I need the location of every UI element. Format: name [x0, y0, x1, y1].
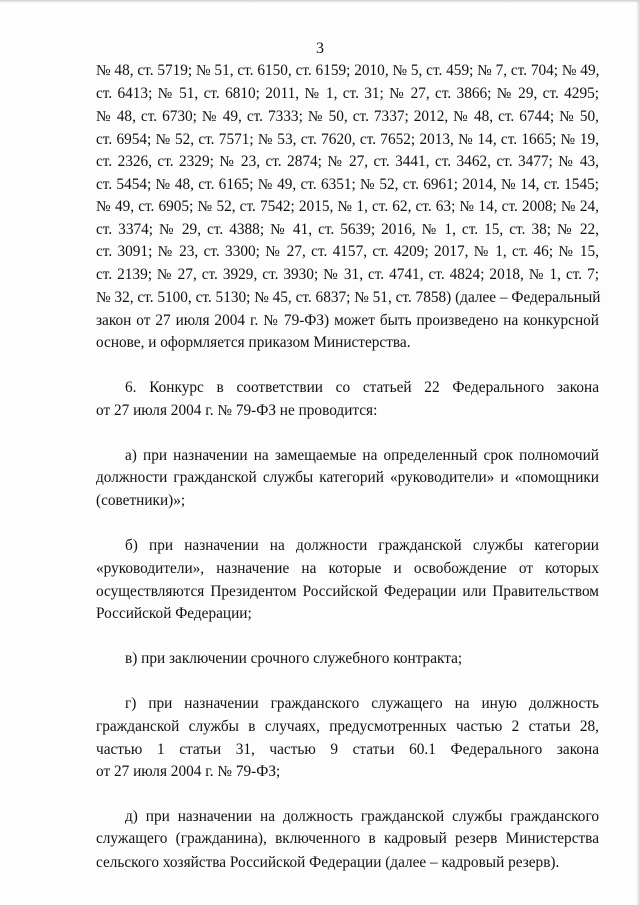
- text-line: № 48, ст. 6730; № 49, ст. 7333; № 50, ст. 7337; 2012, № 48, ст. 6744; № 50,: [96, 108, 599, 125]
- text-line: ст. 3091; № 23, ст. 3300; № 27, ст. 4157, ст. 4209; 2017, № 1, ст. 46; № 15,: [96, 243, 599, 260]
- text-line: осуществляются Президентом Российской Федерации или Правительством: [96, 583, 599, 600]
- text-line: закон от 27 июля 2004 г. № 79-ФЗ) может быть произведено на конкурсной: [96, 312, 599, 329]
- text-line: сельского хозяйства Российской Федерации (далее – кадровый резерв).: [96, 854, 560, 871]
- text-line: ст. 2139; № 27, ст. 3929, ст. 3930; № 31, ст. 4741, ст. 4824; 2018, № 1, ст. 7;: [96, 266, 599, 283]
- text-line: № 48, ст. 5719; № 51, ст. 6150, ст. 6159; 2010, № 5, ст. 459; № 7, ст. 704; № 49,: [96, 62, 600, 79]
- text-line: (советники)»;: [96, 492, 186, 509]
- text-line: г) при назначении гражданского служащего на иную должность: [125, 695, 599, 712]
- text-line: № 32, ст. 5100, ст. 5130; № 45, ст. 6837; № 51, ст. 7858) (далее – Федеральный: [96, 289, 601, 306]
- text-line: частью 1 статьи 31, частью 9 статьи 60.1 Федерального закона: [96, 741, 599, 758]
- text-line: ст. 6954; № 52, ст. 7571; № 53, ст. 7620, ст. 7652; 2013, № 14, ст. 1665; № 19,: [96, 131, 599, 148]
- text-line: служащего (гражданина), включенного в кадровый резерв Министерства: [96, 830, 599, 847]
- text-line: от 27 июля 2004 г. № 79-ФЗ не проводится:: [96, 402, 378, 419]
- text-line: а) при назначении на замещаемые на определенный срок полномочий: [125, 447, 599, 464]
- text-line: д) при назначении на должность гражданской службы гражданского: [125, 808, 599, 825]
- text-line: от 27 июля 2004 г. № 79-ФЗ;: [96, 763, 281, 780]
- text-line: «руководители», назначение на которые и освобождение от которых: [96, 560, 599, 577]
- text-line: № 49, ст. 6905; № 52, ст. 7542; 2015, № 1, ст. 62, ст. 63; № 14, ст. 2008; № 24,: [96, 198, 599, 215]
- text-line: 6. Конкурс в соответствии со статьей 22 Федерального закона: [125, 379, 599, 396]
- text-line: б) при назначении на должности гражданской службы категории: [125, 537, 599, 554]
- text-line: должности гражданской службы категорий «руководители» и «помощники: [96, 469, 599, 486]
- text-line: ст. 3374; № 29, ст. 4388; № 41, ст. 5639; 2016, № 1, ст. 15, ст. 38; № 22,: [96, 221, 599, 238]
- text-line: в) при заключении срочного служебного контракта;: [125, 650, 463, 667]
- text-line: гражданской службы в случаях, предусмотренных частью 2 статьи 28,: [96, 718, 599, 735]
- text-line: основе, и оформляется приказом Министерства.: [96, 334, 411, 351]
- scan-edge-top: [0, 0, 640, 3]
- text-line: ст. 6413; № 51, ст. 6810; 2011, № 1, ст. 31; № 27, ст. 3866; № 29, ст. 4295;: [96, 85, 599, 102]
- text-line: ст. 5454; № 48, ст. 6165; № 49, ст. 6351; № 52, ст. 6961; 2014, № 14, ст. 1545;: [96, 176, 599, 193]
- page-number: 3: [316, 40, 324, 57]
- scan-edge-right: [636, 0, 640, 905]
- text-line: ст. 2326, ст. 2329; № 23, ст. 2874; № 27, ст. 3441, ст. 3462, ст. 3477; № 43,: [96, 153, 599, 170]
- text-line: Российской Федерации;: [96, 605, 252, 622]
